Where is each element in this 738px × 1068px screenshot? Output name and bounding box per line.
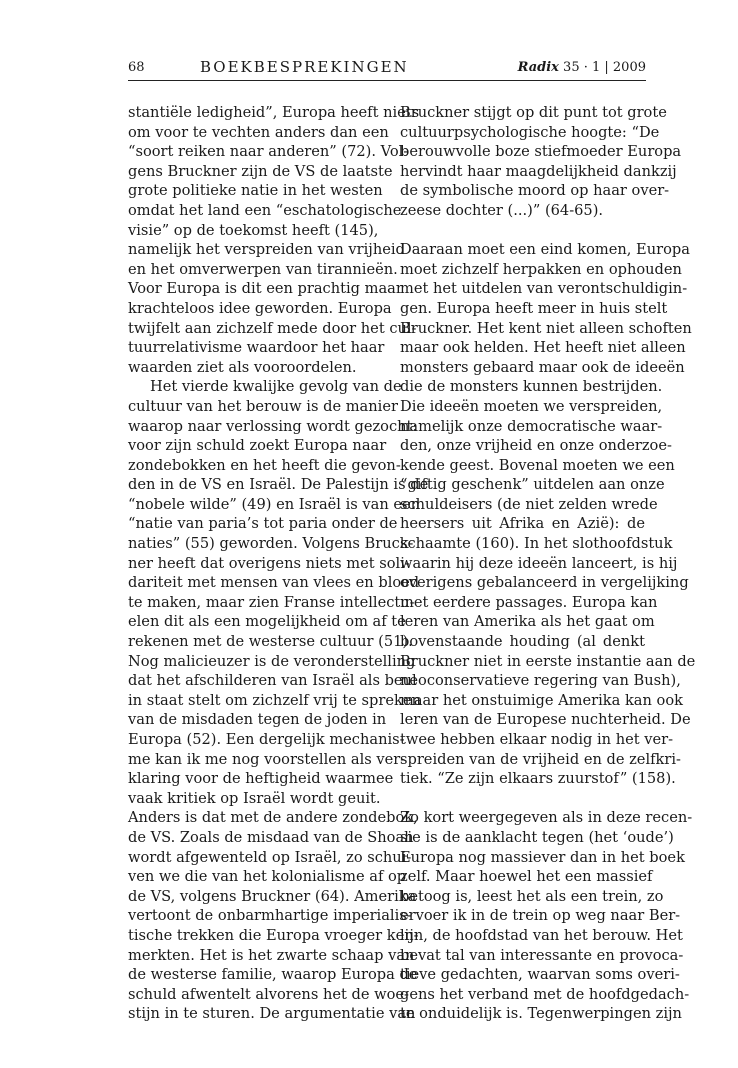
text-line: betoog is, leest het als een trein, zo bbox=[400, 887, 664, 905]
page-number: 68 bbox=[128, 60, 145, 75]
text-line: klaring voor de heftigheid waarmee bbox=[128, 770, 394, 788]
text-line: sie is de aanklacht tegen (het ‘oude’) bbox=[400, 828, 674, 846]
paragraph-gap bbox=[400, 221, 645, 241]
text-line: waarin hij deze ideeën lanceert, is hij bbox=[400, 554, 678, 572]
text-line: schuldeisers (de niet zelden wrede bbox=[400, 495, 658, 513]
text-line: voor zijn schuld zoekt Europa naar bbox=[128, 437, 387, 455]
text-line: om voor te vechten anders dan een bbox=[128, 123, 389, 141]
header-rule bbox=[128, 80, 646, 81]
text-line: schaamte (160). In het slothoofdstuk bbox=[400, 535, 673, 553]
text-line: namelijk het verspreiden van vrijheid bbox=[128, 241, 405, 259]
text-line: bevat tal van interessante en provoca- bbox=[400, 946, 684, 964]
text-line: en het omverwerpen van tirannieën. bbox=[128, 260, 398, 278]
text-line: “natie van paria’s tot paria onder de bbox=[128, 515, 398, 533]
text-line: Nog malicieuzer is de veronderstelling bbox=[128, 652, 416, 670]
journal-info bbox=[518, 60, 646, 75]
text-line: me kan ik me nog voorstellen als ver- bbox=[128, 750, 406, 768]
text-line: de westerse familie, waarop Europa de bbox=[128, 966, 418, 984]
text-line: overigens gebalanceerd in vergelijking bbox=[400, 574, 689, 592]
text-line: dariteit met mensen van vlees en bloed bbox=[128, 574, 420, 592]
text-line: “giftig geschenk” uitdelen aan onze bbox=[400, 476, 665, 494]
text-line: vertoont de onbarmhartige imperialis- bbox=[128, 907, 412, 925]
text-line: leren van de Europese nuchterheid. De bbox=[400, 711, 691, 729]
text-line: leren van Amerika als het gaat om bbox=[400, 613, 655, 631]
text-line: gen. Europa heeft meer in huis stelt bbox=[400, 299, 668, 317]
text-line: krachteloos idee geworden. Europa bbox=[128, 299, 392, 317]
text-line: Zo kort weergegeven als in deze recen- bbox=[400, 809, 693, 827]
running-header bbox=[128, 58, 646, 80]
text-line: de VS, volgens Bruckner (64). Amerika bbox=[128, 887, 417, 905]
text-line: waarden ziet als vooroordelen. bbox=[128, 358, 357, 376]
text-line: kende geest. Bovenal moeten we een bbox=[400, 456, 675, 474]
text-line: zondebokken en het heeft die gevon- bbox=[128, 456, 401, 474]
text-line: gens het verband met de hoofdgedach- bbox=[400, 985, 690, 1003]
text-line: namelijk onze democratische waar- bbox=[400, 417, 663, 435]
text-line: den, onze vrijheid en onze onderzoe- bbox=[400, 437, 672, 455]
text-line: stijn in te sturen. De argumentatie van bbox=[128, 1005, 416, 1023]
text-line: te onduidelijk is. Tegenwerpingen zijn bbox=[400, 1005, 682, 1023]
text-line: waarop naar verlossing wordt gezocht: bbox=[128, 417, 418, 435]
text-line: rekenen met de westerse cultuur (51). bbox=[128, 633, 413, 651]
text-line: tiek. “Ze zijn elkaars zuurstof” (158). bbox=[400, 770, 676, 788]
text-line: lijn, de hoofdstad van het berouw. Het bbox=[400, 926, 683, 944]
text-line: ervoer ik in de trein op weg naar Ber- bbox=[400, 907, 681, 925]
text-line: Europa nog massiever dan in het boek bbox=[400, 848, 685, 866]
text-line: ner heeft dat overigens niets met soli- bbox=[128, 554, 410, 572]
text-line: maar het onstuimige Amerika kan ook bbox=[400, 691, 683, 709]
text-line: moet zichzelf herpakken en ophouden bbox=[400, 260, 682, 278]
text-line: twijfelt aan zichzelf mede door het cul- bbox=[128, 319, 417, 337]
left-column bbox=[128, 103, 429, 1024]
text-line: Het vierde kwalijke gevolg van de bbox=[150, 378, 402, 396]
text-line: vaak kritiek op Israël wordt geuit. bbox=[128, 789, 381, 807]
text-line: merkten. Het is het zwarte schaap van bbox=[128, 946, 415, 964]
text-line: met het uitdelen van verontschuldigin- bbox=[400, 280, 688, 298]
text-line: dat het afschilderen van Israël als beul bbox=[128, 672, 417, 690]
text-line: hervindt haar maagdelijkheid dankzij bbox=[400, 162, 677, 180]
text-line: tische trekken die Europa vroeger ken- bbox=[128, 926, 419, 944]
text-line: zeese dochter (...)” (64-65). bbox=[400, 201, 604, 219]
text-line: te maken, maar zien Franse intellectu- bbox=[128, 593, 415, 611]
text-line: cultuur van het berouw is de manier bbox=[128, 397, 398, 415]
text-line: neoconservatieve regering van Bush), bbox=[400, 672, 681, 690]
text-line: bovenstaande houding (al denkt bbox=[400, 633, 645, 651]
text-line: ven we die van het kolonialisme af op bbox=[128, 868, 407, 886]
text-line: den in de VS en Israël. De Palestijn is de bbox=[128, 476, 429, 494]
text-line: monsters gebaard maar ook de ideeën bbox=[400, 358, 685, 376]
text-line: Bruckner. Het kent niet alleen schoften bbox=[400, 319, 692, 337]
text-line: wordt afgewenteld op Israël, zo schui- bbox=[128, 848, 412, 866]
text-line: maar ook helden. Het heeft niet alleen bbox=[400, 339, 686, 357]
text-line: Bruckner niet in eerste instantie aan de bbox=[400, 652, 696, 670]
text-line: tuurrelativisme waardoor het haar bbox=[128, 339, 385, 357]
text-line: elen dit als een mogelijkheid om af te bbox=[128, 613, 406, 631]
text-line: berouwvolle boze stiefmoeder Europa bbox=[400, 143, 682, 161]
text-line: Daaraan moet een eind komen, Europa bbox=[400, 241, 690, 259]
text-line: grote politieke natie in het westen bbox=[128, 182, 383, 200]
text-line: naties” (55) geworden. Volgens Bruck- bbox=[128, 535, 414, 553]
text-line: de VS. Zoals de misdaad van de Shoah bbox=[128, 828, 414, 846]
text-line: cultuurpsychologische hoogte: “De bbox=[400, 123, 660, 141]
section-title: BOEKBESPREKINGEN bbox=[200, 58, 409, 76]
text-line: spreiden van de vrijheid en de zelfkri- bbox=[400, 750, 681, 768]
text-line: zelf. Maar hoewel het een massief bbox=[400, 868, 653, 886]
text-line: Voor Europa is dit een prachtig maar bbox=[128, 280, 403, 298]
text-line: twee hebben elkaar nodig in het ver- bbox=[400, 731, 674, 748]
text-line: “soort reiken naar anderen” (72). Vol- bbox=[128, 143, 409, 161]
text-line: Europa (52). Een dergelijk mechanis- bbox=[128, 731, 405, 748]
text-line: in staat stelt om zichzelf vrij te spreken bbox=[128, 691, 421, 709]
text-line: van de misdaden tegen de joden in bbox=[128, 711, 387, 729]
text-line: heersers uit Afrika en Azië): de bbox=[400, 515, 645, 533]
text-line: visie” op de toekomst heeft (145), bbox=[128, 221, 379, 239]
right-column bbox=[400, 103, 696, 1024]
text-line: de symbolische moord op haar over- bbox=[400, 182, 670, 200]
paragraph-gap bbox=[400, 789, 645, 809]
journal-name: Radix bbox=[517, 60, 559, 75]
text-line: stantiële ledigheid”, Europa heeft niets bbox=[128, 104, 420, 121]
text-line: die de monsters kunnen bestrijden. bbox=[400, 378, 663, 396]
text-line: Bruckner stijgt op dit punt tot grote bbox=[400, 104, 667, 121]
text-line: Anders is dat met de andere zondebok, bbox=[128, 809, 418, 827]
text-line: gens Bruckner zijn de VS de laatste bbox=[128, 162, 393, 180]
text-line: met eerdere passages. Europa kan bbox=[400, 593, 658, 611]
text-line: schuld afwentelt alvorens het de woe- bbox=[128, 985, 409, 1003]
text-line: “nobele wilde” (49) en Israël is van een bbox=[128, 495, 421, 513]
text-line: Die ideeën moeten we verspreiden, bbox=[400, 397, 663, 415]
text-line: omdat het land een “eschatologische bbox=[128, 201, 402, 219]
journal-issue: 35 · 1 | 2009 bbox=[563, 60, 646, 75]
text-line: tieve gedachten, waarvan soms overi- bbox=[400, 966, 680, 984]
